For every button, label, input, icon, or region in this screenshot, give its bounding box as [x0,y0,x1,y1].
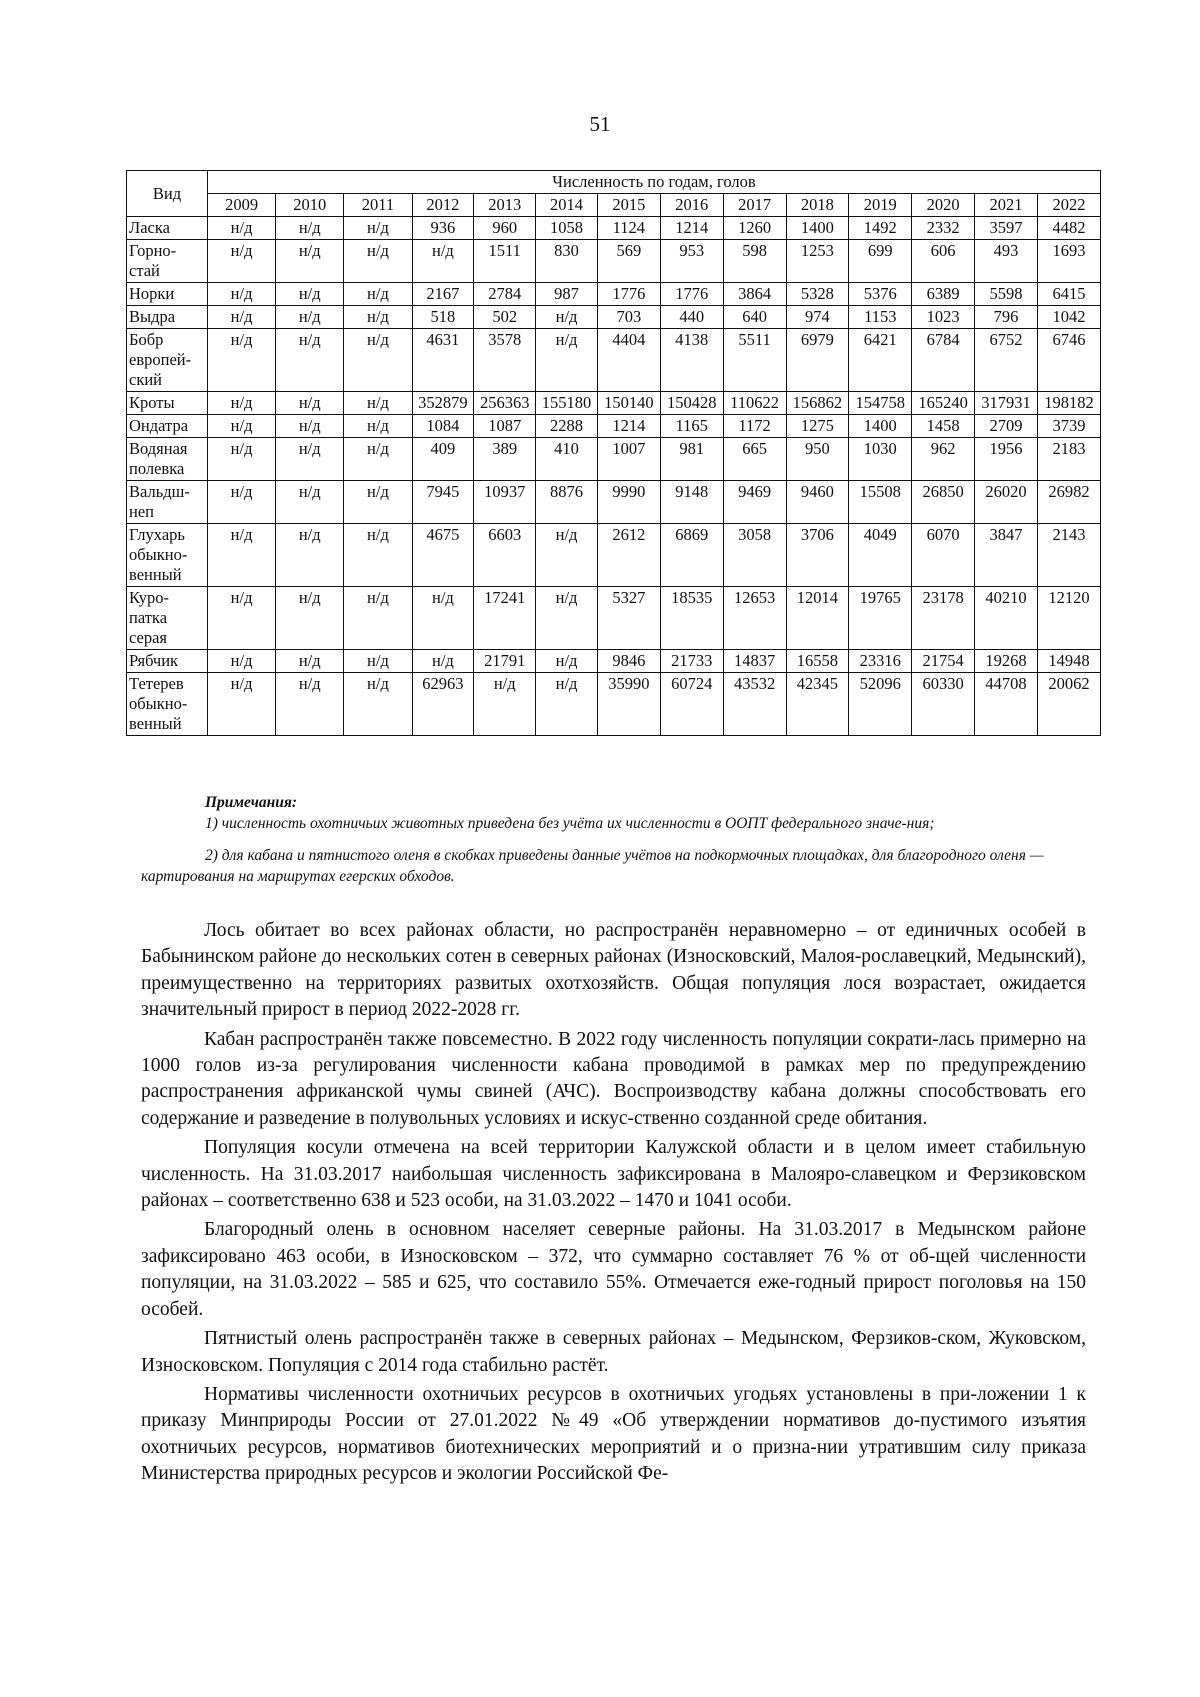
table-cell: 1042 [1037,306,1100,329]
table-cell: 60724 [660,673,723,736]
table-cell: 6415 [1037,283,1100,306]
table-cell: 9148 [660,481,723,524]
table-cell: н/д [207,524,275,587]
table-cell: 26982 [1037,481,1100,524]
header-year: 2016 [660,194,723,217]
table-cell: н/д [344,524,412,587]
table-cell: н/д [207,438,275,481]
table-cell: н/д [276,481,344,524]
table-cell: н/д [536,329,598,392]
table-cell: 19268 [975,650,1038,673]
table-cell: н/д [276,438,344,481]
table-cell: 6389 [912,283,975,306]
table-cell: 2784 [474,283,536,306]
table-cell: 165240 [912,392,975,415]
table-cell: н/д [207,306,275,329]
table-cell: 2709 [975,415,1038,438]
table-cell: 1776 [597,283,660,306]
table-cell: 493 [975,240,1038,283]
table-cell: 9990 [597,481,660,524]
table-row [127,481,1101,524]
table-cell: 5598 [975,283,1038,306]
table-cell: 43532 [723,673,786,736]
header-year: 2013 [474,194,536,217]
table-cell: н/д [276,329,344,392]
table-cell: 23178 [912,587,975,650]
table-cell: н/д [207,481,275,524]
table-cell: 21754 [912,650,975,673]
table-cell: 830 [536,240,598,283]
table-cell: 1087 [474,415,536,438]
paragraph-sika-deer: Пятнистый олень распространён также в северных районах – Медынском, Ферзиков-ском, Жуковском, Износковском. Популяция с 2014 года стабильно растёт. [141,1328,1086,1376]
table-cell: н/д [536,650,598,673]
table-cell: 1153 [849,306,912,329]
table-cell: 198182 [1037,392,1100,415]
table-cell: 950 [786,438,849,481]
table-row [127,240,1101,283]
table-row [127,587,1101,650]
table-cell: 6603 [474,524,536,587]
table-cell: н/д [412,587,474,650]
body-text [141,918,1086,1491]
header-year: 2009 [207,194,275,217]
notes [141,792,1086,887]
header-year: 2017 [723,194,786,217]
table-cell: 21733 [660,650,723,673]
table-cell: 389 [474,438,536,481]
table-cell: 440 [660,306,723,329]
table-cell: 4138 [660,329,723,392]
species-name: Тетерев обыкно-венный [127,673,208,736]
header-years-group: Численность по годам, голов [207,171,1100,194]
population-table [126,170,1101,736]
table-cell: 5511 [723,329,786,392]
table-cell: 1172 [723,415,786,438]
table-cell: 796 [975,306,1038,329]
table-row [127,217,1101,240]
table-cell: 14837 [723,650,786,673]
table-cell: 6869 [660,524,723,587]
table-body [127,217,1101,736]
note-2: 2) для кабана и пятнистого оленя в скобках приведены данные учётов на подкормочных площадках, для благородного оленя — картирования на маршрутах егерских обходов. [141,847,1044,885]
table-cell: н/д [344,392,412,415]
table-cell: 150140 [597,392,660,415]
table-cell: 256363 [474,392,536,415]
table-cell: н/д [276,524,344,587]
table-cell: 156862 [786,392,849,415]
table-cell: н/д [207,650,275,673]
table-cell: н/д [207,415,275,438]
table-cell: н/д [276,650,344,673]
table-cell: 3847 [975,524,1038,587]
table-cell: 665 [723,438,786,481]
table-cell: 974 [786,306,849,329]
table-cell: 410 [536,438,598,481]
table-cell: 1124 [597,217,660,240]
header-species: Вид [127,171,208,217]
species-name: Куро-патка серая [127,587,208,650]
species-name: Ондатра [127,415,208,438]
table-cell: 42345 [786,673,849,736]
table-cell: 18535 [660,587,723,650]
table-cell: 1275 [786,415,849,438]
table-cell: н/д [344,283,412,306]
table-row [127,415,1101,438]
table-cell: 2167 [412,283,474,306]
table-cell: 1084 [412,415,474,438]
species-name: Глухарь обыкно-венный [127,524,208,587]
table-cell: 4482 [1037,217,1100,240]
page-number: 51 [589,112,611,136]
table-cell: 12653 [723,587,786,650]
table-row [127,438,1101,481]
table-cell: н/д [207,329,275,392]
table-cell: н/д [344,587,412,650]
table-cell: н/д [207,392,275,415]
table-cell: 15508 [849,481,912,524]
table-cell: 1956 [975,438,1038,481]
species-name: Рябчик [127,650,208,673]
table-cell: 14948 [1037,650,1100,673]
table-cell: 9469 [723,481,786,524]
table-cell: н/д [536,673,598,736]
table-cell: 5327 [597,587,660,650]
header-year: 2020 [912,194,975,217]
table-cell: 2332 [912,217,975,240]
table-cell: 1776 [660,283,723,306]
table-cell: 936 [412,217,474,240]
table-cell: н/д [276,283,344,306]
table-cell: 1400 [849,415,912,438]
table-cell: н/д [207,283,275,306]
table-cell: 317931 [975,392,1038,415]
species-name: Водяная полевка [127,438,208,481]
table-cell: н/д [344,329,412,392]
table-cell: н/д [344,306,412,329]
table-cell: 699 [849,240,912,283]
table-cell: н/д [412,650,474,673]
species-name: Вальдш-неп [127,481,208,524]
table-cell: 9460 [786,481,849,524]
table-cell: 3578 [474,329,536,392]
header-year: 2018 [786,194,849,217]
header-year: 2014 [536,194,598,217]
table-cell: 23316 [849,650,912,673]
table-cell: 1058 [536,217,598,240]
table-cell: 1030 [849,438,912,481]
table-cell: 4049 [849,524,912,587]
table-cell: 5376 [849,283,912,306]
table-cell: 35990 [597,673,660,736]
species-name: Кроты [127,392,208,415]
table-row [127,524,1101,587]
table-cell: 110622 [723,392,786,415]
table-cell: н/д [207,587,275,650]
species-name: Ласка [127,217,208,240]
table-cell: 60330 [912,673,975,736]
table-cell: н/д [474,673,536,736]
table-cell: 2143 [1037,524,1100,587]
table-cell: 1492 [849,217,912,240]
table-cell: н/д [276,306,344,329]
table-cell: 8876 [536,481,598,524]
table-cell: н/д [344,673,412,736]
table-cell: 606 [912,240,975,283]
table-cell: 3058 [723,524,786,587]
table-cell: 352879 [412,392,474,415]
header-year: 2019 [849,194,912,217]
table-cell: 20062 [1037,673,1100,736]
table-cell: 9846 [597,650,660,673]
table-cell: 3864 [723,283,786,306]
table-cell: 960 [474,217,536,240]
table-cell: 1007 [597,438,660,481]
table-cell: 1400 [786,217,849,240]
species-name: Норки [127,283,208,306]
table-cell: 12014 [786,587,849,650]
header-year: 2022 [1037,194,1100,217]
table-cell: н/д [536,306,598,329]
table-cell: 26850 [912,481,975,524]
paragraph-moose: Лось обитает во всех районах области, но распространён неравномерно – от единичных особей в Бабынинском районе до нескольких сотен в северных районах (Износковский, Малоя-рославецкий, Медынский), преимущественно на территориях развитых охотхозяйств. Общая популяция лося возрастает, ожидается значительный прирост в период 2022-2028 гг. [141,920,1086,1021]
table-cell: 6752 [975,329,1038,392]
paragraph-norms: Нормативы численности охотничьих ресурсов в охотничьих угодьях установлены в при-ложении 1 к приказу Минприроды России от 27.01.2022 №49 «Об утверждении нормативов до-пустимого изъятия охотничьих ресурсов, нормативов биотехнических мероприятий и о призна-нии утратившим силу приказа Министерства природных ресурсов и экологии Российской Фе- [141,1383,1086,1485]
table-cell: 1458 [912,415,975,438]
table-cell: 962 [912,438,975,481]
table-cell: 518 [412,306,474,329]
table-cell: н/д [207,217,275,240]
header-year: 2012 [412,194,474,217]
table-cell: 4675 [412,524,474,587]
note-1: 1) численность охотничьих животных приведена без учёта их численности в ООПТ федерального значе-ния; [205,815,935,832]
table-cell: 4631 [412,329,474,392]
table-cell: н/д [207,240,275,283]
table-cell: 6784 [912,329,975,392]
table-cell: 1693 [1037,240,1100,283]
table-cell: 2612 [597,524,660,587]
table-cell: 154758 [849,392,912,415]
table-cell: 987 [536,283,598,306]
species-name: Бобр европей-ский [127,329,208,392]
table-cell: 502 [474,306,536,329]
table-cell: н/д [412,240,474,283]
table-cell: 640 [723,306,786,329]
table-row [127,329,1101,392]
table-cell: н/д [276,673,344,736]
table-cell: 569 [597,240,660,283]
table-cell: н/д [344,240,412,283]
header-years-row [127,194,1101,217]
table-cell: 703 [597,306,660,329]
table-cell: 2288 [536,415,598,438]
table-cell: 1165 [660,415,723,438]
table-cell: 981 [660,438,723,481]
table-cell: 17241 [474,587,536,650]
table-cell: 6070 [912,524,975,587]
table-cell: 21791 [474,650,536,673]
header-year: 2010 [276,194,344,217]
table-cell: н/д [344,217,412,240]
table-cell: 150428 [660,392,723,415]
table-cell: 155180 [536,392,598,415]
table-row [127,283,1101,306]
table-cell: 3739 [1037,415,1100,438]
table-cell: 2183 [1037,438,1100,481]
notes-title: Примечания: [205,794,297,811]
table-row [127,673,1101,736]
table-cell: 6979 [786,329,849,392]
table-cell: 10937 [474,481,536,524]
table-cell: 26020 [975,481,1038,524]
species-name: Выдра [127,306,208,329]
table-cell: 7945 [412,481,474,524]
table-cell: н/д [344,438,412,481]
table-cell: 953 [660,240,723,283]
table-cell: 1253 [786,240,849,283]
table-cell: 1260 [723,217,786,240]
paragraph-red-deer: Благородный олень в основном населяет северные районы. На 31.03.2017 в Медынском районе зафиксировано 463 особи, в Износковском – 372, что суммарно составляет 76 % от об-щей численности популяции, на 31.03.2022 – 585 и 625, что составило 55%. Отмечается еже-годный прирост поголовья на 150 особей. [141,1219,1086,1320]
table-cell: 1511 [474,240,536,283]
table-cell: 62963 [412,673,474,736]
table-cell: н/д [276,587,344,650]
table-cell: н/д [276,240,344,283]
table-row [127,650,1101,673]
table-cell: 52096 [849,673,912,736]
header-year: 2011 [344,194,412,217]
header-year: 2021 [975,194,1038,217]
table-cell: 16558 [786,650,849,673]
table-cell: 3706 [786,524,849,587]
table-row [127,392,1101,415]
table-row [127,306,1101,329]
table-cell: 6421 [849,329,912,392]
table-cell: 409 [412,438,474,481]
table-cell: н/д [276,392,344,415]
table-cell: н/д [276,415,344,438]
table-cell: н/д [207,673,275,736]
table-cell: 44708 [975,673,1038,736]
table-cell: 6746 [1037,329,1100,392]
table-cell: 19765 [849,587,912,650]
table-cell: 598 [723,240,786,283]
table-cell: 1214 [597,415,660,438]
table-cell: н/д [344,650,412,673]
table-cell: 5328 [786,283,849,306]
table-cell: н/д [344,481,412,524]
paragraph-roe-deer: Популяция косули отмечена на всей территории Калужской области и в целом имеет стабильную численность. На 31.03.2017 наибольшая численность зафиксирована в Малояро-славецком и Ферзиковском районах – соответственно 638 и 523 особи, на 31.03.2022 – 1470 и 1041 особи. [141,1137,1086,1212]
table-cell: н/д [276,217,344,240]
table-cell: 1214 [660,217,723,240]
table-cell: 12120 [1037,587,1100,650]
header-year: 2015 [597,194,660,217]
table-cell: 3597 [975,217,1038,240]
table-cell: 4404 [597,329,660,392]
table-cell: 1023 [912,306,975,329]
table-cell: 40210 [975,587,1038,650]
species-name: Горно-стай [127,240,208,283]
table-cell: н/д [536,587,598,650]
paragraph-boar: Кабан распространён также повсеместно. В 2022 году численность популяции сократи-лась примерно на 1000 голов из-за регулирования численности кабана проводимой в рамках мер по предупреждению распространения африканской чумы свиней (АЧС). Воспроизводству кабана должны способствовать его содержание и разведение в полувольных условиях и искус-ственно созданной среде обитания. [141,1028,1086,1129]
table-cell: н/д [536,524,598,587]
table-cell: н/д [344,415,412,438]
